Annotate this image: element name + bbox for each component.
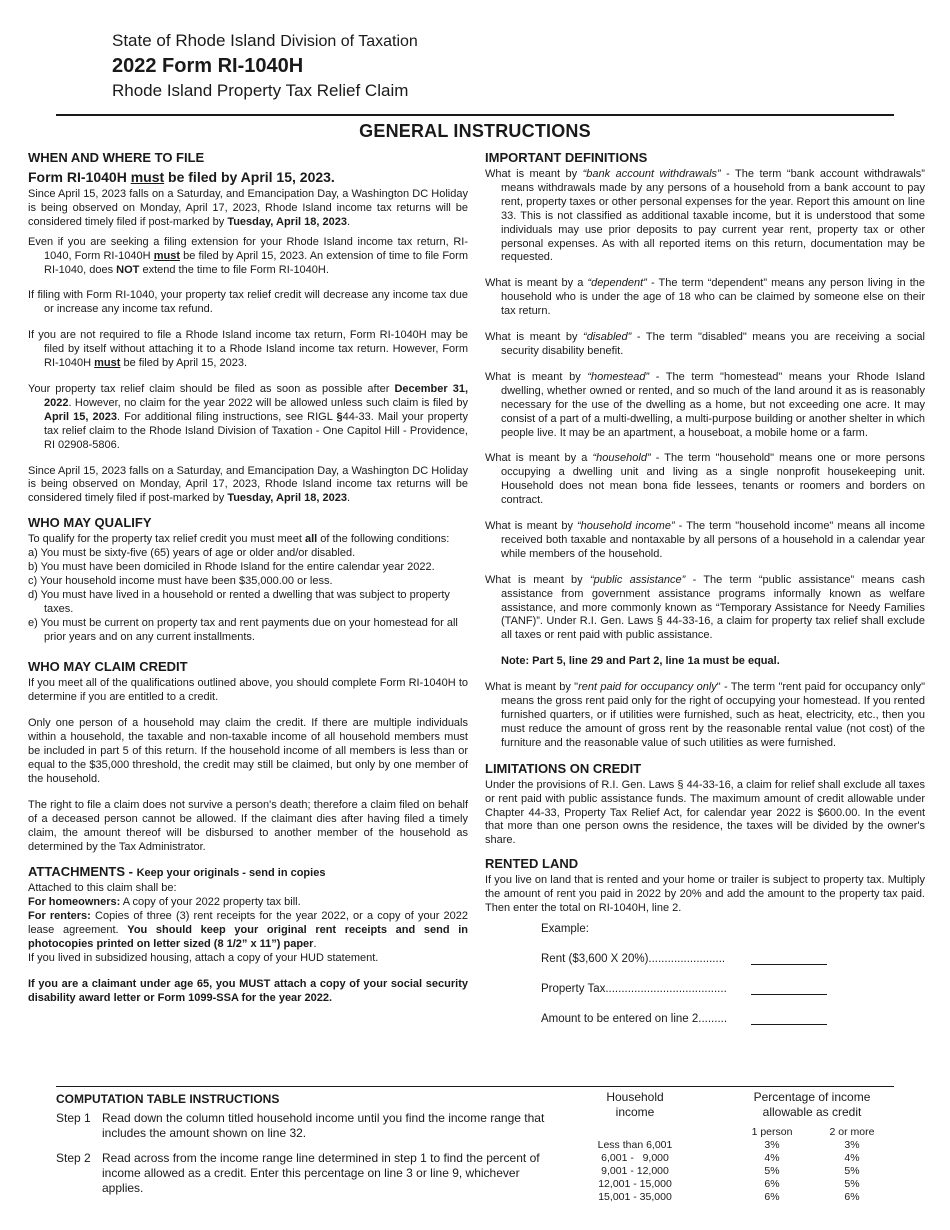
rent-blank [751,952,827,965]
form-header [112,30,418,103]
timely-filing-note: Since April 15, 2023 falls on a Saturday, and Emancipation Day, a Washington DC Holiday is being observed on Monday, April 17, 2023, Rhode Island income tax returns will be considered timely filed if post-marked by Tuesday, April 18, 2023. [28,188,468,228]
form-subtitle: Rhode Island Property Tax Relief Claim [112,81,409,100]
table-row: 9,001 - 12,000 5% 5% [601,1165,860,1177]
header-divider [56,114,894,116]
example-property-tax-row: Property Tax...................................... [541,982,925,1012]
def-dependent: What is meant by a “dependent” - The term “dependent” means any person living in the household who is under the age of 18 who can be claimed by someone else on their tax return. [485,277,926,318]
hud-attachment: If you lived in subsidized housing, attach a copy of your HUD statement. [28,951,379,964]
extension-note: Even if you are seeking a filing extension for your Rhode Island income tax return, RI-1040, Form RI-1040H must be filed by April 15, 2023. An extension of time to file Form RI-1040, does NOT extend the time to file Form RI-1040H. [28,235,468,276]
def-public-assistance: What is meant by “public assistance” - The term “public assistance” means cash assistance from government assistance programs informally known as welfare assistance, and more commonly known as “Temporary Assistance for Needy Families (TANF)”. Under R.I. Gen. Laws § 44-33-16, a claim for property tax relief shall exclude all taxes or rent paid with public assistance. [485,573,925,642]
claim-p2: Only one person of a household may claim the credit. If there are multiple individuals within a household, the taxable and non-taxable income of all household members must be included in part 5 of this return. If the household income of all members is less than or equal to the $35,000 threshold, the credit may still be claimed, but only by one member of the household. [28,717,468,785]
one-person-header: 1 person [751,1126,793,1138]
table-row: 15,001 - 35,000 6% 6% [598,1191,860,1203]
def-homestead: What is meant by “homestead” - The term "homestead" means your Rhode Island dwelling, whether owned or rented, and so much of the land around it as is reasonably necessary for the use of the dwelling as a home, but not exceeding one acre. It may consist of a part of a multi-dwelling, a multi-purpose building or another shelter in which people live. It may be an apartment, a houseboat, a mobile home or a farm. [485,370,925,439]
rented-land-text: If you live on land that is rented and your home or trailer is subject to property tax. Multiply the amount of rent you paid in 2022 by 20% and add the amount to the property tax paid. Then enter the total on RI-1040H, line 2. [485,874,925,915]
computation-heading: COMPUTATION TABLE INSTRUCTIONS [56,1092,280,1106]
part5-note: Note: Part 5, line 29 and Part 2, line 1a must be equal. [501,655,780,668]
condition-d: d) You must have lived in a household or rented a dwelling that was subject to property taxes. [28,588,450,615]
limitations-text: Under the provisions of R.I. Gen. Laws § 44-33-16, a claim for relief shall exclude all taxes or rent paid with public assistance funds. The maximum amount of credit allowable under Chapter 44-33, Property Tax Relief Act, for calendar year 2022 is $600.00. In the event that more than one person owns the residence, the taxes will be divided by the owner's share. [485,778,925,847]
limitations-heading: LIMITATIONS ON CREDIT [485,760,642,776]
claim-p1: If you meet all of the qualifications outlined above, you should complete Form RI-1040H to determine if you are entitled to a credit. [28,677,468,704]
percentage-header: Percentage of income allowable as credit [753,1090,871,1119]
condition-b: b) You must have been domiciled in Rhode Island for the entire calendar year 2022. [28,561,435,574]
mailing-note: Your property tax relief claim should be filed as soon as possible after December 31, 2022. However, no claim for the year 2022 will be allowed unless such claim is filed by April 15, 2023. For additional filing instructions, see RIGL §44-33. Mail your property tax relief claim to the Rhode Island Division of Taxation - One Capitol Hill - Providence, RI 02908-5806. [28,382,469,451]
form-title: 2022 Form RI-1040H [112,55,304,77]
condition-c: c) Your household income must have been $35,000.00 or less. [28,574,333,587]
step-1: Step 1 Read down the column titled household income until you find the income range that includes the amount shown on line 32. [56,1111,545,1140]
state-name: State of Rhode Island [112,31,276,50]
agency-line [112,30,418,53]
condition-e: e) You must be current on property tax and rent payments due on your homestead for all prior years and on any current installments. [28,616,458,643]
who-may-claim-heading: WHO MAY CLAIM CREDIT [28,659,188,675]
example-amount-row: Amount to be entered on line 2......... [541,1012,925,1042]
bottom-divider [56,1086,894,1087]
under-65-attachment: If you are a claimant under age 65, you MUST attach a copy of your social security disability award letter or Form 1099-SSA for the year 2022. [28,977,468,1004]
def-household: What is meant by a “household” - The term "household" means one or more persons occupying a dwelling unit and living as a single nonprofit housekeeping unit. Household does not mean bona fide lessees, tenants or roomers and borders on contract. [485,452,925,507]
household-income-header: Household income [606,1090,664,1119]
rented-land-heading: RENTED LAND [485,856,579,872]
left-column [28,150,468,1006]
table-row: Less than 6,001 3% 3% [597,1139,860,1151]
filing-deadline: Form RI-1040H must be filed by April 15, 2023. [28,169,335,185]
def-rent-occupancy: What is meant by "rent paid for occupancy only" - The term "rent paid for occupancy only" means the gross rent paid only for the right of occupying your homestead. If you rented furnished quarters, or if utilities were furnished, such as heat, electricity, etc., then you must reduce the amount of gross rent by the reasonable rental value (not cost) of the furniture and the reasonable value of such utilities as were furnished. [485,681,925,749]
example-label-row: Example: [541,922,589,935]
attachments-heading: ATTACHMENTS - Keep your originals - send in copies [28,864,326,880]
renters-attachment: For renters: Copies of three (3) rent receipts for the year 2022, or a copy of your 2022 lease agreement. You should keep your original rent receipts and send in photocopies printed on letter sized (8 1/2” x 11”) paper. [28,910,468,950]
def-bank-withdrawals: What is meant by “bank account withdrawals” - The term “bank account withdrawals” means withdrawals made by any persons of a household from a bank account to pay rent, property taxes or other personal expenses for the year. Report this amount on line 33. This is not classified as additional taxable income, but it is understood that some individuals may use prior deposits to pay current year rent, property tax or other personal expenses. As with all reported items on this return, documentation may be requested. [485,168,925,264]
homeowners-attachment: For homeowners: A copy of your 2022 property tax bill. [28,896,301,909]
claim-p3: The right to file a claim does not survive a person's death; therefore a claim filed on behalf of a deceased person cannot be allowed. If the claimant dies after having filed a timely claim, the amount thereof will be disbursed to another member of the household as determined by the Tax Administrator. [28,798,468,853]
table-rows [590,1139,920,1204]
def-disabled: What is meant by “disabled” - The term "disabled" means you are receiving a social security disability benefit. [485,331,925,357]
division-name: Division of Taxation [280,33,418,50]
table-row: 6,001 - 9,000 4% 4% [601,1152,860,1164]
timely-filing-note-2: Since April 15, 2023 falls on a Saturday, and Emancipation Day, a Washington DC Holiday is being observed on Monday, April 17, 2023, Rhode Island income tax returns will be considered timely filed if post-marked by Tuesday, April 18, 2023. [28,464,468,505]
condition-a: a) You must be sixty-five (65) years of age or older and/or disabled. [28,547,356,560]
step-2: Step 2 Read across from the income range line determined in step 1 to find the percent of income allowed as a credit. Enter this percentage on line 3 or line 9, whichever applies. [56,1151,540,1195]
not-required-note: If you are not required to file a Rhode Island income tax return, Form RI-1040H may be filed by itself without attaching it to a Rhode Island income tax return. However, Form RI-1040H must be filed by April 15, 2023. [28,329,468,370]
qualify-intro: To qualify for the property tax relief credit you must meet all of the following conditions: [28,533,450,546]
example-rent-row: Rent ($3,600 X 20%)........................ [541,952,925,982]
def-household-income: What is meant by “household income” - The term "household income" means all income received both taxable and nontaxable by all persons of a household in a calendar year while members of the household. [485,520,925,560]
general-instructions-title: GENERAL INSTRUCTIONS [359,121,591,141]
right-column [485,150,925,1042]
attachments-intro: Attached to this claim shall be: [28,882,177,895]
rented-land-example [541,922,925,1042]
definitions-heading: IMPORTANT DEFINITIONS [485,150,648,165]
property-tax-blank [751,982,827,995]
ri1040-credit-note: If filing with Form RI-1040, your property tax relief credit will decrease any income tax due or increase any income tax refund. [28,289,468,316]
when-where-heading: WHEN AND WHERE TO FILE [28,150,205,165]
computation-instructions [56,1092,556,1204]
amount-blank [751,1012,827,1025]
two-or-more-header: 2 or more [829,1126,875,1138]
table-row: 12,001 - 15,000 6% 5% [598,1178,860,1190]
who-may-qualify-heading: WHO MAY QUALIFY [28,515,152,531]
